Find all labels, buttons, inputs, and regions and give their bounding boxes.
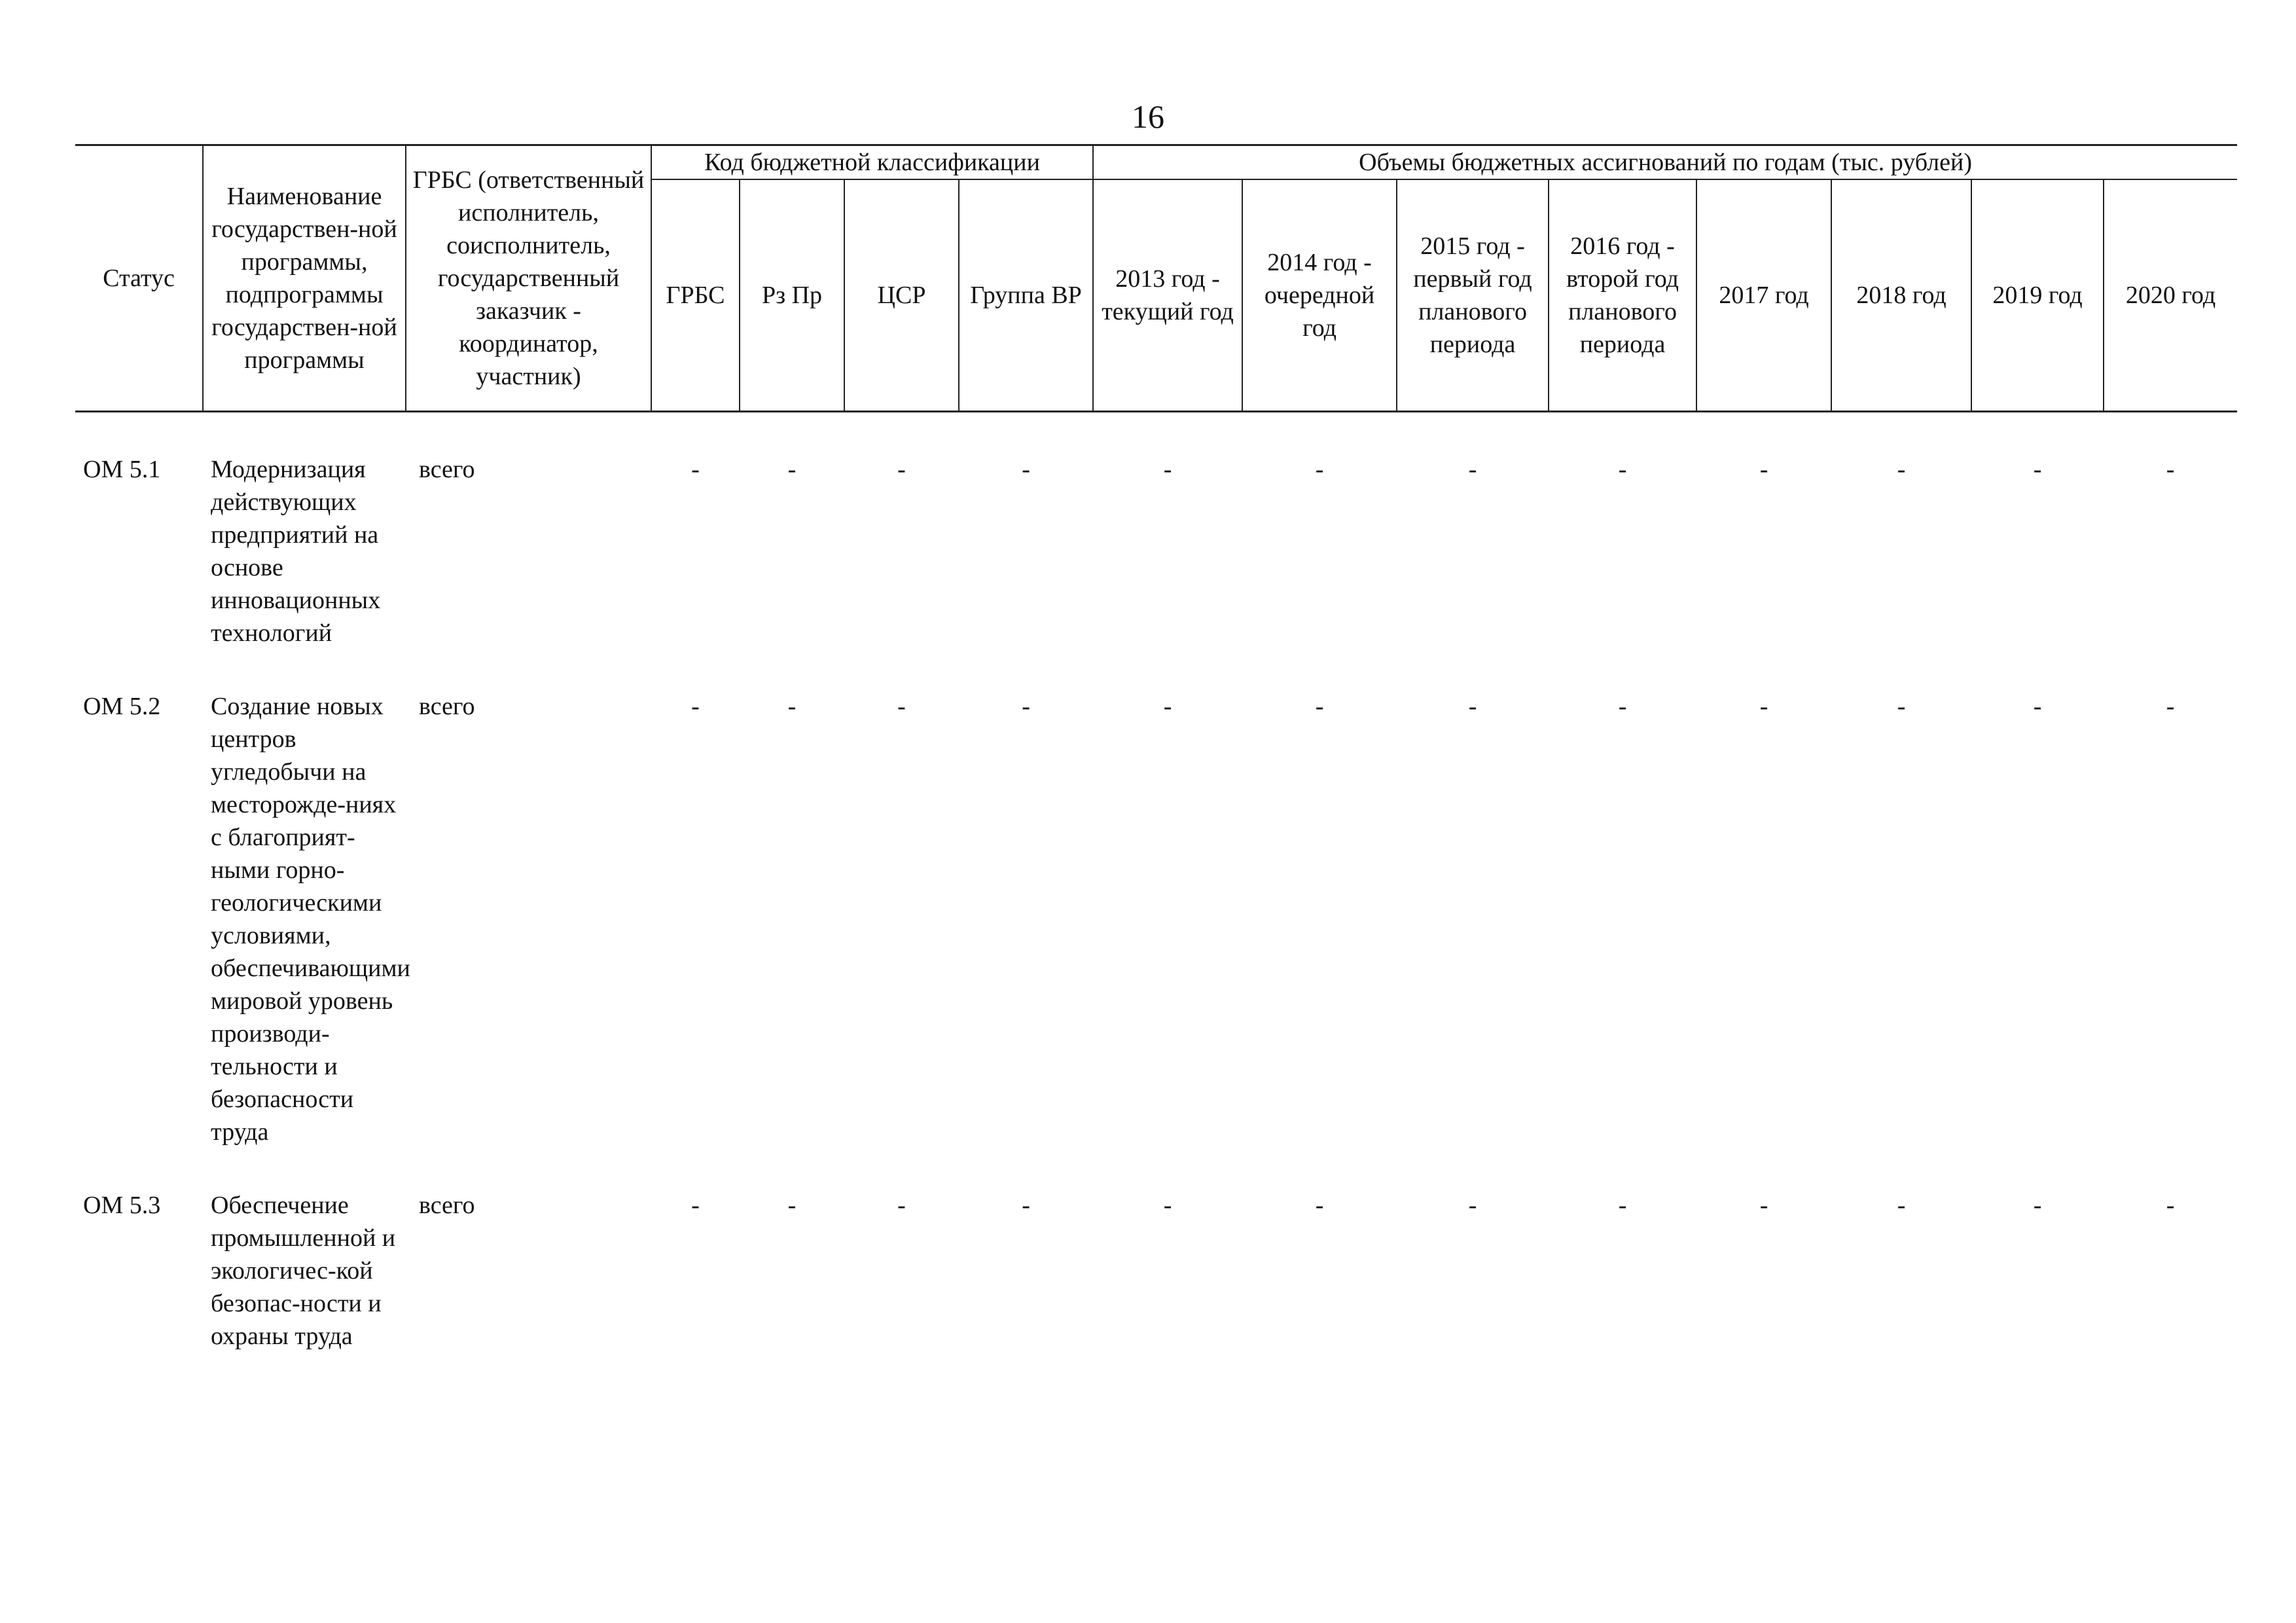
header-allocations-group: Объемы бюджетных ассигнований по годам (тыс. рублей) xyxy=(1093,145,2237,180)
row-value: - xyxy=(1468,456,1477,483)
row-value: - xyxy=(1618,1192,1627,1219)
header-year-2017: 2017 год xyxy=(1696,179,1831,412)
header-code-rzpr: Рз Пр xyxy=(740,179,844,412)
row-value: - xyxy=(2033,693,2042,720)
row-value: - xyxy=(787,1192,797,1219)
table-row xyxy=(75,690,2237,1148)
row-value: - xyxy=(1759,456,1768,483)
row-status: ОМ 5.3 xyxy=(83,1192,161,1219)
row-value: - xyxy=(2166,693,2175,720)
row-value: - xyxy=(691,693,700,720)
row-status: ОМ 5.1 xyxy=(83,456,161,483)
row-value: - xyxy=(2033,1192,2042,1219)
row-value: - xyxy=(1759,1192,1768,1219)
header-year-2013: 2013 год - текущий год xyxy=(1093,179,1242,412)
row-value: - xyxy=(1022,456,1030,483)
page-number: 16 xyxy=(1132,98,1164,135)
row-name: Создание новых центров угледобычи на месторожде-ниях с благоприят-ными горно-геологическими условиями, обеспечивающими мировой уровень производи-тельности и безопасности труда xyxy=(211,693,410,1146)
table-row xyxy=(75,1189,2237,1353)
header-year-2020: 2020 год xyxy=(2104,179,2237,412)
header-grbs-role: ГРБС (ответственный исполнитель, соисполнитель, государственный заказчик - координатор, участник) xyxy=(406,145,651,412)
row-value: - xyxy=(1315,693,1324,720)
row-value: - xyxy=(691,1192,700,1219)
header-code-grbs: ГРБС xyxy=(651,179,740,412)
row-grbs: всего xyxy=(419,456,475,483)
row-value: - xyxy=(1468,693,1477,720)
row-value: - xyxy=(1315,456,1324,483)
row-value: - xyxy=(1759,693,1768,720)
header-year-2015: 2015 год - первый год планового периода xyxy=(1397,179,1549,412)
row-value: - xyxy=(1163,693,1172,720)
row-value: - xyxy=(1897,693,1906,720)
row-value: - xyxy=(1163,1192,1172,1219)
row-value: - xyxy=(787,456,797,483)
header-year-2016: 2016 год - второй год планового периода xyxy=(1549,179,1696,412)
row-value: - xyxy=(1897,1192,1906,1219)
row-value: - xyxy=(897,1192,906,1219)
row-name: Модернизация действующих предприятий на основе инновационных технологий xyxy=(211,456,381,647)
row-grbs: всего xyxy=(419,693,475,720)
row-value: - xyxy=(1022,693,1030,720)
row-value: - xyxy=(1468,1192,1477,1219)
row-value: - xyxy=(2033,456,2042,483)
table-row xyxy=(75,412,2237,650)
header-year-2019: 2019 год xyxy=(1971,179,2104,412)
row-value: - xyxy=(1618,693,1627,720)
row-value: - xyxy=(787,693,797,720)
header-year-2014: 2014 год - очередной год xyxy=(1242,179,1397,412)
row-grbs: всего xyxy=(419,1192,475,1219)
header-status: Статус xyxy=(75,145,203,412)
row-value: - xyxy=(897,693,906,720)
header-code-vr-group: Группа ВР xyxy=(959,179,1093,412)
row-value: - xyxy=(1897,456,1906,483)
row-value: - xyxy=(1315,1192,1324,1219)
row-value: - xyxy=(2166,456,2175,483)
header-program-name: Наименование государствен-ной программы, подпрограммы государствен-ной программы xyxy=(203,145,406,412)
row-value: - xyxy=(1618,456,1627,483)
header-code-csr: ЦСР xyxy=(844,179,959,412)
row-status: ОМ 5.2 xyxy=(83,693,161,720)
budget-allocation-table xyxy=(75,144,2237,1353)
row-value: - xyxy=(1163,456,1172,483)
row-value: - xyxy=(691,456,700,483)
header-budget-code-group: Код бюджетной классификации xyxy=(651,145,1093,180)
row-value: - xyxy=(897,456,906,483)
row-name: Обеспечение промышленной и экологичес-кой безопас-ности и охраны труда xyxy=(211,1192,396,1350)
header-year-2018: 2018 год xyxy=(1831,179,1971,412)
row-value: - xyxy=(2166,1192,2175,1219)
row-value: - xyxy=(1022,1192,1030,1219)
